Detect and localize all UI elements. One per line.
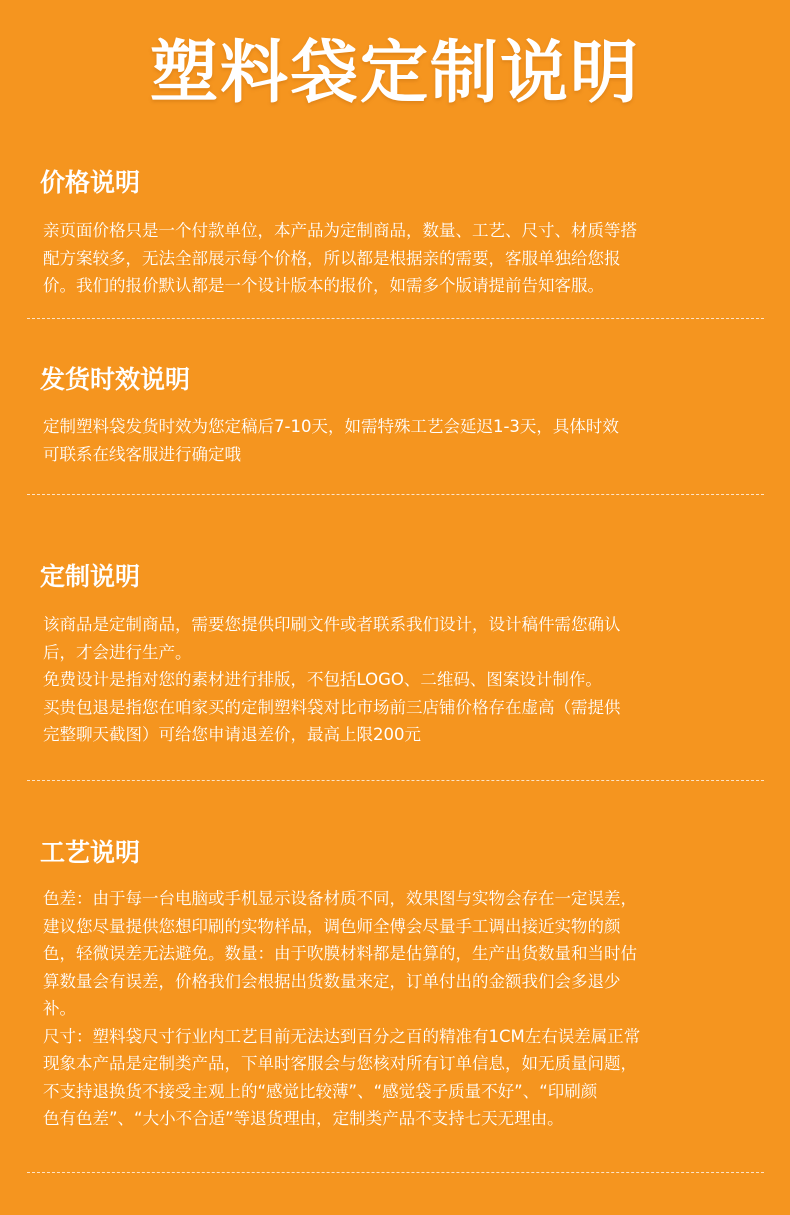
section-divider (27, 780, 764, 781)
section-heading-custom: 定制说明 (40, 562, 141, 591)
body-line: 该商品是定制商品，需要您提供印刷文件或者联系我们设计，设计稿件需您确认 (43, 615, 621, 634)
page-title: 塑料袋定制说明 (149, 34, 640, 113)
body-line: 建议您尽量提供您想印刷的实物样品，调色师全傅会尽量手工调出接近实物的颜 (43, 916, 621, 936)
body-line: 补。 (43, 999, 76, 1018)
section-heading-price: 价格说明 (40, 168, 141, 197)
body-line: 完整聊天截图）可给您申请退差价，最高上限200元 (43, 725, 421, 744)
body-line: 不支持退换货不接受主观上的“感觉比较薄”、“感觉袋子质量不好”、“印刷颜 (43, 1081, 598, 1101)
body-line: 尺寸：塑料袋尺寸行业内工艺目前无法达到百分之百的精准有1CM左右误差属正常 (43, 1026, 641, 1046)
section-heading-shipping: 发货时效说明 (40, 365, 191, 394)
section-body-craft (43, 885, 758, 1133)
section-body-custom (43, 611, 758, 749)
body-line: 现象本产品是定制类产品，下单时客服会与您核对所有订单信息，如无质量问题， (43, 1054, 637, 1073)
section-heading-craft: 工艺说明 (40, 838, 141, 867)
body-line: 后，才会进行生产。 (43, 642, 192, 662)
body-line: 亲页面价格只是一个付款单位，本产品为定制商品，数量、工艺、尺寸、材质等搭 (43, 221, 637, 240)
body-line: 色差：由于每一台电脑或手机显示设备材质不同，效果图与实物会存在一定误差， (43, 889, 637, 908)
body-line: 算数量会有误差，价格我们会根据出货数量来定，订单付出的金额我们会多退少 (43, 971, 621, 991)
section-body-price (43, 217, 758, 300)
body-line: 色，轻微误差无法避免。数量：由于吹膜材料都是估算的，生产出货数量和当时估 (43, 944, 637, 963)
body-line: 价。我们的报价默认都是一个设计版本的报价，如需多个版请提前告知客服。 (43, 276, 604, 295)
body-line: 买贵包退是指您在咱家买的定制塑料袋对比市场前三店铺价格存在虚高（需提供 (43, 697, 621, 717)
body-line: 可联系在线客服进行确定哦 (43, 444, 241, 464)
section-divider (27, 318, 764, 319)
body-line: 配方案较多，无法全部展示每个价格，所以都是根据亲的需要，客服单独给您报 (43, 248, 621, 268)
section-divider (27, 494, 764, 495)
body-line: 色有色差”、“大小不合适”等退货理由，定制类产品不支持七天无理由。 (43, 1109, 564, 1128)
body-line: 免费设计是指对您的素材进行排版，不包括LOGO、二维码、图案设计制作。 (43, 670, 602, 689)
body-line: 定制塑料袋发货时效为您定稿后7-10天，如需特殊工艺会延迟1-3天，具体时效 (43, 417, 619, 436)
section-divider (27, 1172, 764, 1173)
section-body-shipping (43, 413, 758, 468)
